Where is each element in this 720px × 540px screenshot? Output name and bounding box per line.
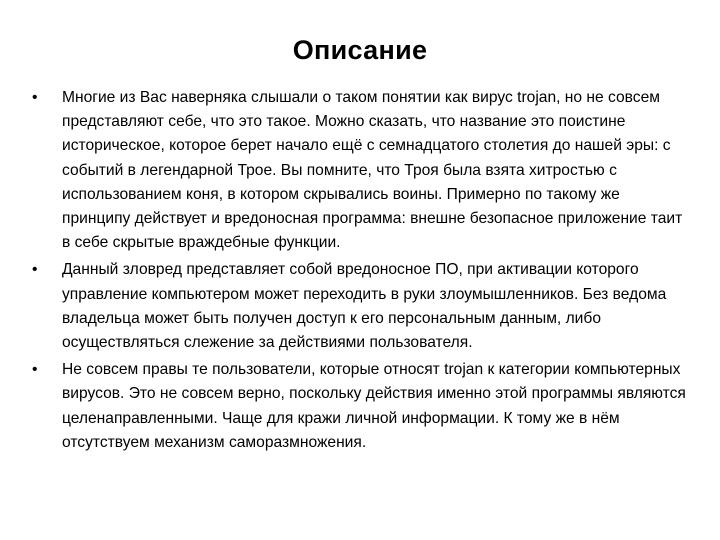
bullet-item-2 bbox=[32, 258, 692, 355]
bullet-text: Многие из Вас наверняка слышали о таком понятии как вирус trojan, но не совсем представляют себе, что это такое. Можно сказать, что название это поистине историческое, которое берет начало ещё с семнадцатого столетия до нашей эры: с событий в легендарной Трое. Вы помните, что Троя была взята хитростью с использованием коня, в котором скрывались воины. Примерно по такому же принципу действует и вредоносная программа: внешне безопасное приложение таит в себе скрытые враждебные функции. bbox=[62, 89, 683, 252]
bullet-marker: • bbox=[32, 261, 38, 279]
bullet-item-1 bbox=[32, 86, 692, 255]
bullet-marker: • bbox=[32, 89, 38, 106]
bullet-list bbox=[32, 86, 692, 458]
bullet-text: Данный зловред представляет собой вредоносное ПО, при активации которого управление компьютером может переходить в руки злоумышленников. Без ведома владельца может быть получен доступ к его персональным данным, либо осуществляться слежение за действиями пользователя. bbox=[62, 261, 667, 352]
bullet-text: Не совсем правы те пользователи, которые относят trojan к категории компьютерных вирусов. Это не совсем верно, поскольку действия именно этой программы являются целенаправленными. Чаще для кражи личной информации. К тому же в нём отсутствуем механизм саморазмножения. bbox=[62, 361, 686, 451]
slide-title: Описание bbox=[292, 35, 428, 65]
bullet-item-3 bbox=[32, 358, 692, 455]
bullet-marker: • bbox=[32, 361, 38, 379]
